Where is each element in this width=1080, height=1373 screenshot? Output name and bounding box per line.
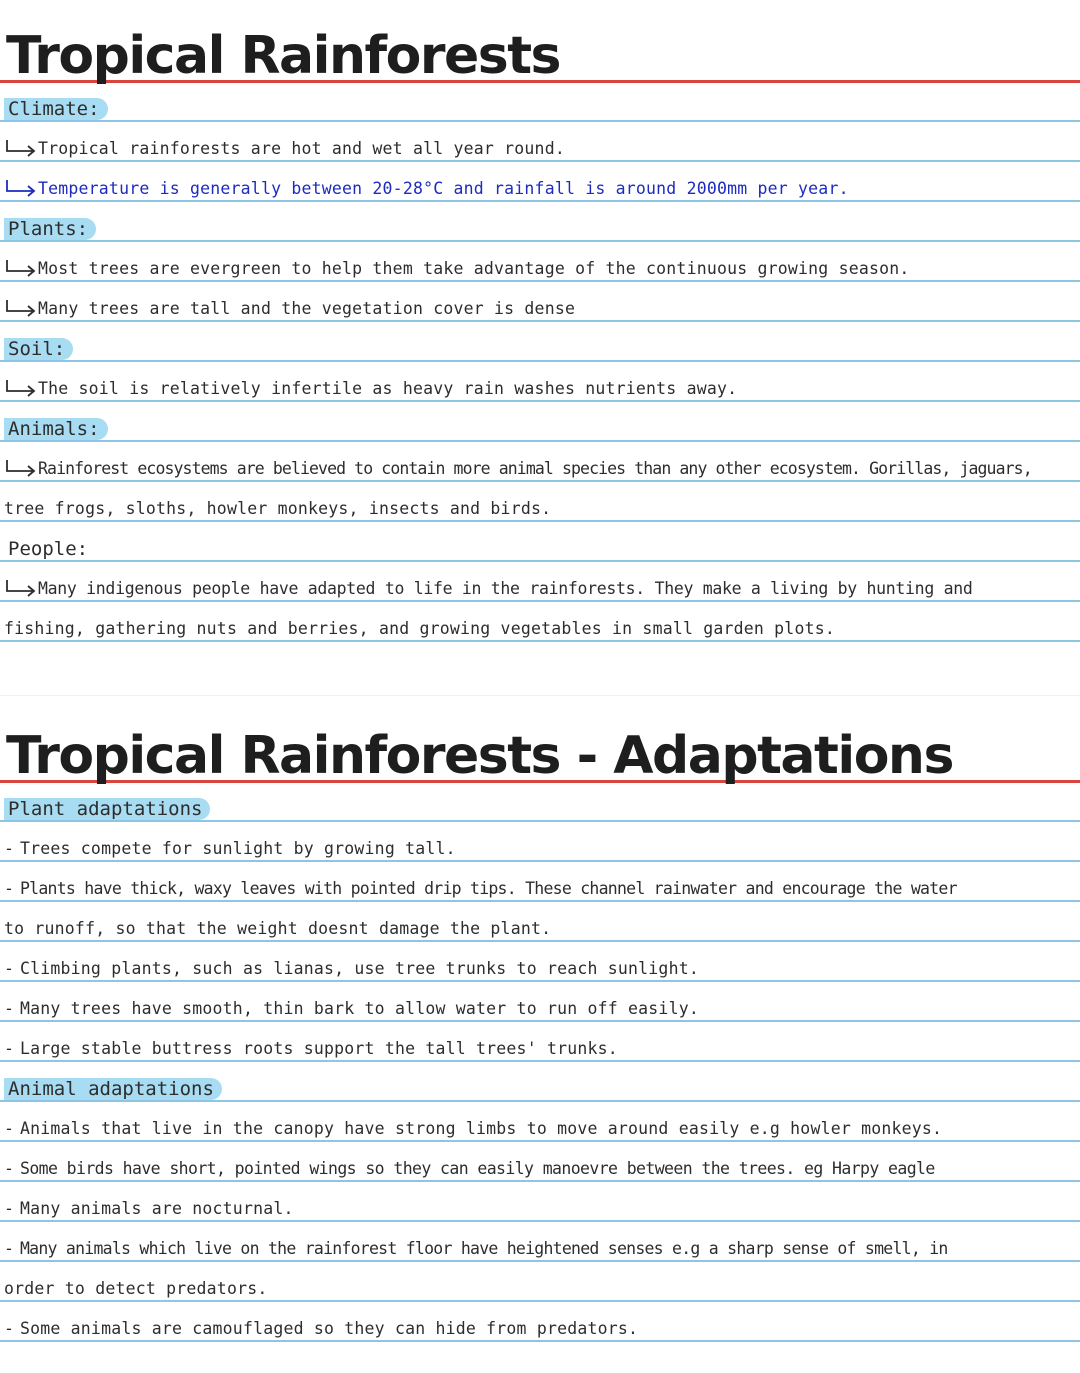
ruled-line	[0, 640, 1080, 642]
note-text: The soil is relatively infertile as heavy rain washes nutrients away.	[38, 379, 738, 398]
dash-bullet: -	[4, 1319, 15, 1338]
note-line	[4, 178, 849, 200]
note-text: Tropical rainforests are hot and wet all year round.	[38, 139, 565, 158]
note-line	[4, 1118, 942, 1140]
section-separator	[0, 695, 1080, 696]
ruled-line	[0, 360, 1080, 362]
ruled-line	[0, 1020, 1080, 1022]
ruled-line	[0, 1100, 1080, 1102]
ruled-line	[0, 400, 1080, 402]
ruled-line	[0, 900, 1080, 902]
ruled-line	[0, 440, 1080, 442]
note-line: fishing, gathering nuts and berries, and growing vegetables in small garden plots.	[4, 619, 835, 638]
note-text: Some birds have short, pointed wings so they can easily manoevre between the trees. eg Harpy eagle	[20, 1159, 935, 1178]
note-line	[4, 1038, 618, 1060]
heading-animal-adaptations: Animal adaptations	[4, 1078, 222, 1100]
arrow-icon	[4, 379, 38, 397]
ruled-line	[0, 600, 1080, 602]
arrow-icon	[4, 179, 38, 197]
ruled-line	[0, 160, 1080, 162]
note-line	[4, 1238, 948, 1260]
heading-plant-adaptations: Plant adaptations	[4, 798, 210, 820]
note-line	[4, 1318, 638, 1340]
note-line	[4, 378, 737, 400]
ruled-line	[0, 560, 1080, 562]
note-line: to runoff, so that the weight doesnt damage the plant.	[4, 919, 552, 938]
heading-soil: Soil:	[4, 338, 73, 360]
ruled-line	[0, 1180, 1080, 1182]
note-line	[4, 578, 972, 600]
ruled-line	[0, 860, 1080, 862]
note-line	[4, 298, 575, 320]
note-text: Animals that live in the canopy have strong limbs to move around easily e.g howler monkeys.	[20, 1119, 943, 1138]
note-text: Many indigenous people have adapted to life in the rainforests. They make a living by hunting and	[38, 579, 973, 598]
note-line	[4, 958, 699, 980]
heading-animals: Animals:	[4, 418, 108, 440]
note-line	[4, 1158, 935, 1180]
ruled-line	[0, 1340, 1080, 1342]
arrow-icon	[4, 579, 38, 597]
arrow-icon	[4, 139, 38, 157]
ruled-line	[0, 1220, 1080, 1222]
ruled-line	[0, 980, 1080, 982]
section-title: Tropical Rainforests - Adaptations	[6, 726, 953, 786]
ruled-line	[0, 520, 1080, 522]
note-line	[4, 138, 565, 160]
note-text: Climbing plants, such as lianas, use tree trunks to reach sunlight.	[20, 959, 699, 978]
dash-bullet: -	[4, 1039, 15, 1058]
note-line	[4, 258, 910, 280]
ruled-line	[0, 120, 1080, 122]
note-line	[4, 838, 456, 860]
dash-bullet: -	[4, 1199, 15, 1218]
heading-plants: Plants:	[4, 218, 96, 240]
arrow-icon	[4, 259, 38, 277]
note-line: order to detect predators.	[4, 1279, 268, 1298]
note-text: Many trees have smooth, thin bark to allow water to run off easily.	[20, 999, 699, 1018]
heading-people: People:	[8, 538, 89, 560]
dash-bullet: -	[4, 959, 15, 978]
note-text: Rainforest ecosystems are believed to contain more animal species than any other ecosystem. Gorillas, jaguars,	[38, 459, 1032, 478]
dash-bullet: -	[4, 839, 15, 858]
note-text: Many animals which live on the rainforest floor have heightened senses e.g a sharp sense of smell, in	[20, 1239, 948, 1258]
ruled-line	[0, 940, 1080, 942]
note-line	[4, 458, 1032, 480]
ruled-line	[0, 1300, 1080, 1302]
dash-bullet: -	[4, 879, 15, 898]
ruled-line	[0, 200, 1080, 202]
dash-bullet: -	[4, 1159, 15, 1178]
ruled-line	[0, 240, 1080, 242]
note-text: Large stable buttress roots support the tall trees' trunks.	[20, 1039, 618, 1058]
ruled-line	[0, 480, 1080, 482]
ruled-line	[0, 1060, 1080, 1062]
note-text: Trees compete for sunlight by growing tall.	[20, 839, 456, 858]
note-line	[4, 1198, 294, 1220]
ruled-line	[0, 280, 1080, 282]
ruled-line	[0, 1140, 1080, 1142]
dash-bullet: -	[4, 1239, 15, 1258]
ruled-line	[0, 320, 1080, 322]
ruled-line	[0, 1260, 1080, 1262]
dash-bullet: -	[4, 1119, 15, 1138]
note-line: tree frogs, sloths, howler monkeys, insects and birds.	[4, 499, 552, 518]
ruled-line	[0, 820, 1080, 822]
dash-bullet: -	[4, 999, 15, 1018]
note-text: Most trees are evergreen to help them take advantage of the continuous growing season.	[38, 259, 910, 278]
note-line	[4, 998, 699, 1020]
page-title: Tropical Rainforests	[6, 26, 561, 86]
note-text: Some animals are camouflaged so they can hide from predators.	[20, 1319, 639, 1338]
note-text: Temperature is generally between 20-28°C and rainfall is around 2000mm per year.	[38, 179, 849, 198]
note-line	[4, 878, 957, 900]
arrow-icon	[4, 459, 38, 477]
note-text: Many animals are nocturnal.	[20, 1199, 294, 1218]
heading-climate: Climate:	[4, 98, 108, 120]
arrow-icon	[4, 299, 38, 317]
note-text: Plants have thick, waxy leaves with pointed drip tips. These channel rainwater and encourage the water	[20, 879, 957, 898]
note-text: Many trees are tall and the vegetation cover is dense	[38, 299, 576, 318]
